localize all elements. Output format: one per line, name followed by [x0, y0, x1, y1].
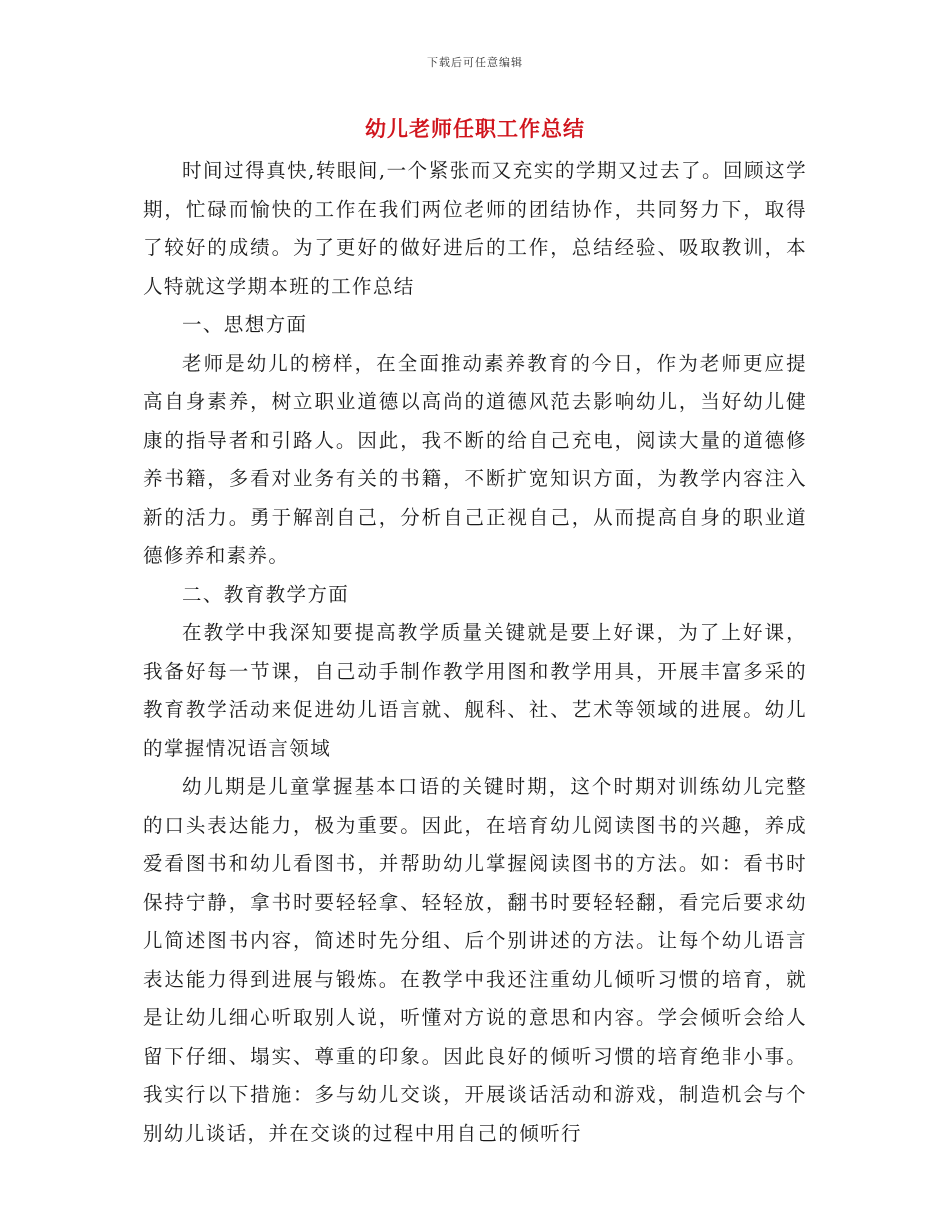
paragraph-language: 幼儿期是儿童掌握基本口语的关键时期，这个时期对训练幼儿完整的口头表达能力，极为重要。因此，在培育幼儿阅读图书的兴趣，养成爱看图书和幼儿看图书，并帮助幼儿掌握阅读图书的方法。如：看书时保持宁静，拿书时要轻轻拿、轻轻放，翻书时要轻轻翻，看完后要求幼儿简述图书内容，简述时先分组、后个别讲述的方法。让每个幼儿语言表达能力得到进展与锻炼。在教学中我还注重幼儿倾听习惯的培育，就是让幼儿细心听取别人说，听懂对方说的意思和内容。学会倾听会给人留下仔细、塌实、尊重的印象。因此良好的倾听习惯的培育绝非小事。我实行以下措施：多与幼儿交谈，开展谈话活动和游戏，制造机会与个别幼儿谈话，并在交谈的过程中用自己的倾听行 [143, 775, 807, 1145]
document-body [143, 152, 807, 1153]
section-heading-thought: 一、思想方面 [182, 313, 308, 336]
document-title: 幼儿老师任职工作总结 [365, 116, 585, 141]
section-heading-teaching: 二、教育教学方面 [182, 582, 350, 606]
paragraph-teaching: 在教学中我深知要提高教学质量关键就是要上好课，为了上好课，我备好每一节课，自己动手制作教学用图和教学用具，开展丰富多采的教育教学活动来促进幼儿语言就、舰科、社、艺术等领域的进展。幼儿的掌握情况语言领域 [143, 621, 807, 760]
paragraph-intro: 时间过得真快,转眼间,一个紧张而又充实的学期又过去了。回顾这学期，忙碌而愉快的工作在我们两位老师的团结协作，共同努力下，取得了较好的成绩。为了更好的做好进后的工作，总结经验、吸取教训，本人特就这学期本班的工作总结 [143, 159, 807, 298]
header-note: 下载后可任意编辑 [427, 56, 523, 69]
paragraph-thought: 老师是幼儿的榜样，在全面推动素养教育的今日，作为老师更应提高自身素养，树立职业道德以高尚的道德风范去影响幼儿，当好幼儿健康的指导者和引路人。因此，我不断的给自己充电，阅读大量的道德修养书籍，多看对业务有关的书籍，不断扩宽知识方面，为教学内容注入新的活力。勇于解剖自己，分析自己正视自己，从而提高自身的职业道德修养和素养。 [143, 351, 807, 567]
